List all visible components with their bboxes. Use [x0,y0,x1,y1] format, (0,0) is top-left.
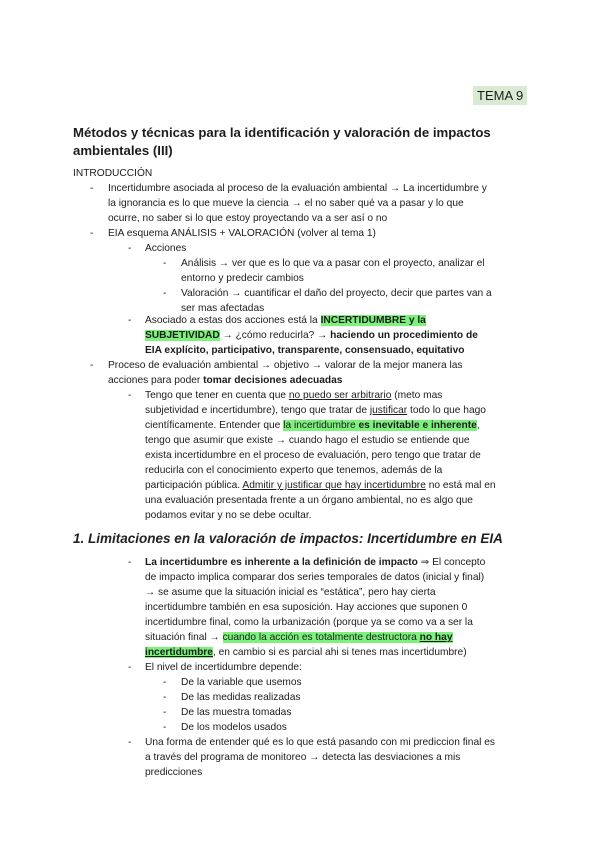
dash-bullet: - [163,677,167,688]
dash-bullet: - [90,183,94,194]
intro-bullet-esquema: EIA esquema ANÁLISIS + VALORACIÓN (volver al tema 1) [108,228,376,239]
section1-inherent-item: La incertidumbre es inherente a la definición de impacto ⇒ El concepto de impacto implica comparar dos series temporales de datos (inicial y final) → se asume que la situación inicial es “estática”, pero hay cierta incertidumbre también en esa suposición. Hay acciones que suponen 0 incertidumbre final, como la urbanización (porque ya se como va a ser la situación final → cuando la acción es totalmente destructora no hay incertidumbre, en cambio si es parcial ahi si tenes mas incertidumbre) [145,557,486,658]
dash-bullet: - [163,722,167,733]
intro-bullet-proceso: Proceso de evaluación ambiental → objetivo → valorar de la mejor manera las acciones para poder tomar decisiones adecuadas [108,360,463,386]
dash-bullet: - [128,662,132,673]
valoracion-item: Valoración → cuantificar el daño del proyecto, decir que partes van a ser mas afectadas [181,288,492,314]
page-title: Métodos y técnicas para la identificación y valoración de impactos ambientales (III) [73,125,491,158]
asociado-item: Asociado a estas dos acciones está la INCERTIDUMBRE y la SUBJETIVIDAD → ¿cómo reducirla? → haciendo un procedimiento de EIA explícito, participativo, transparente, consensuado, equitativo [145,315,478,356]
dash-bullet: - [128,315,132,326]
dash-bullet: - [128,390,132,401]
acciones-label: Acciones [145,243,187,254]
dash-bullet: - [128,557,132,568]
depends-list-item: De las medidas realizadas [181,692,301,703]
proceso-subitem: Tengo que tener en cuenta que no puedo ser arbitrario (meto mas subjetividad e incertidumbre), tengo que tratar de justificar todo lo que hago científicamente. Entender que la incertidumbre es inevitable e inherente, tengo que asumir que existe → cuando hago el estudio se entiende que exista incertidumbre en el proceso de evaluación, pero tengo que tratar de reducirla con el conocimiento experto que tenemos, además de la participación pública. Admitir y justificar que hay incertidumbre no está mal en una evaluación presentada frente a un órgano ambiental, no es algo que podamos evitar y no se debe ocultar. [145,390,496,521]
section-1-heading: 1. Limitaciones en la valoración de impactos: Incertidumbre en EIA [73,531,503,546]
depends-list-item: De las muestra tomadas [181,707,292,718]
intro-bullet-uncertainty: Incertidumbre asociada al proceso de la evaluación ambiental → La incertidumbre y la ignorancia es lo que mueve la ciencia → el no saber qué va a pasar y lo que ocurre, no saber si lo que estoy proyectando va a ser así o no [108,183,487,224]
dash-bullet: - [163,707,167,718]
dash-bullet: - [163,692,167,703]
topic-badge: TEMA 9 [473,86,527,105]
intro-heading: INTRODUCCIÓN [73,168,153,179]
dash-bullet: - [90,228,94,239]
section1-monitoring-item: Una forma de entender qué es lo que está pasando con mi prediccion final es a través del programa de monitoreo → detecta las desviaciones a mis predicciones [145,737,495,778]
section1-depends-item: El nivel de incertidumbre depende: [145,662,302,673]
dash-bullet: - [163,288,167,299]
dash-bullet: - [128,243,132,254]
dash-bullet: - [128,737,132,748]
depends-list-item: De la variable que usemos [181,677,302,688]
dash-bullet: - [163,258,167,269]
depends-list-item: De los modelos usados [181,722,287,733]
dash-bullet: - [90,360,94,371]
analisis-item: Análisis → ver que es lo que va a pasar con el proyecto, analizar el entorno y predecir cambios [181,258,485,284]
